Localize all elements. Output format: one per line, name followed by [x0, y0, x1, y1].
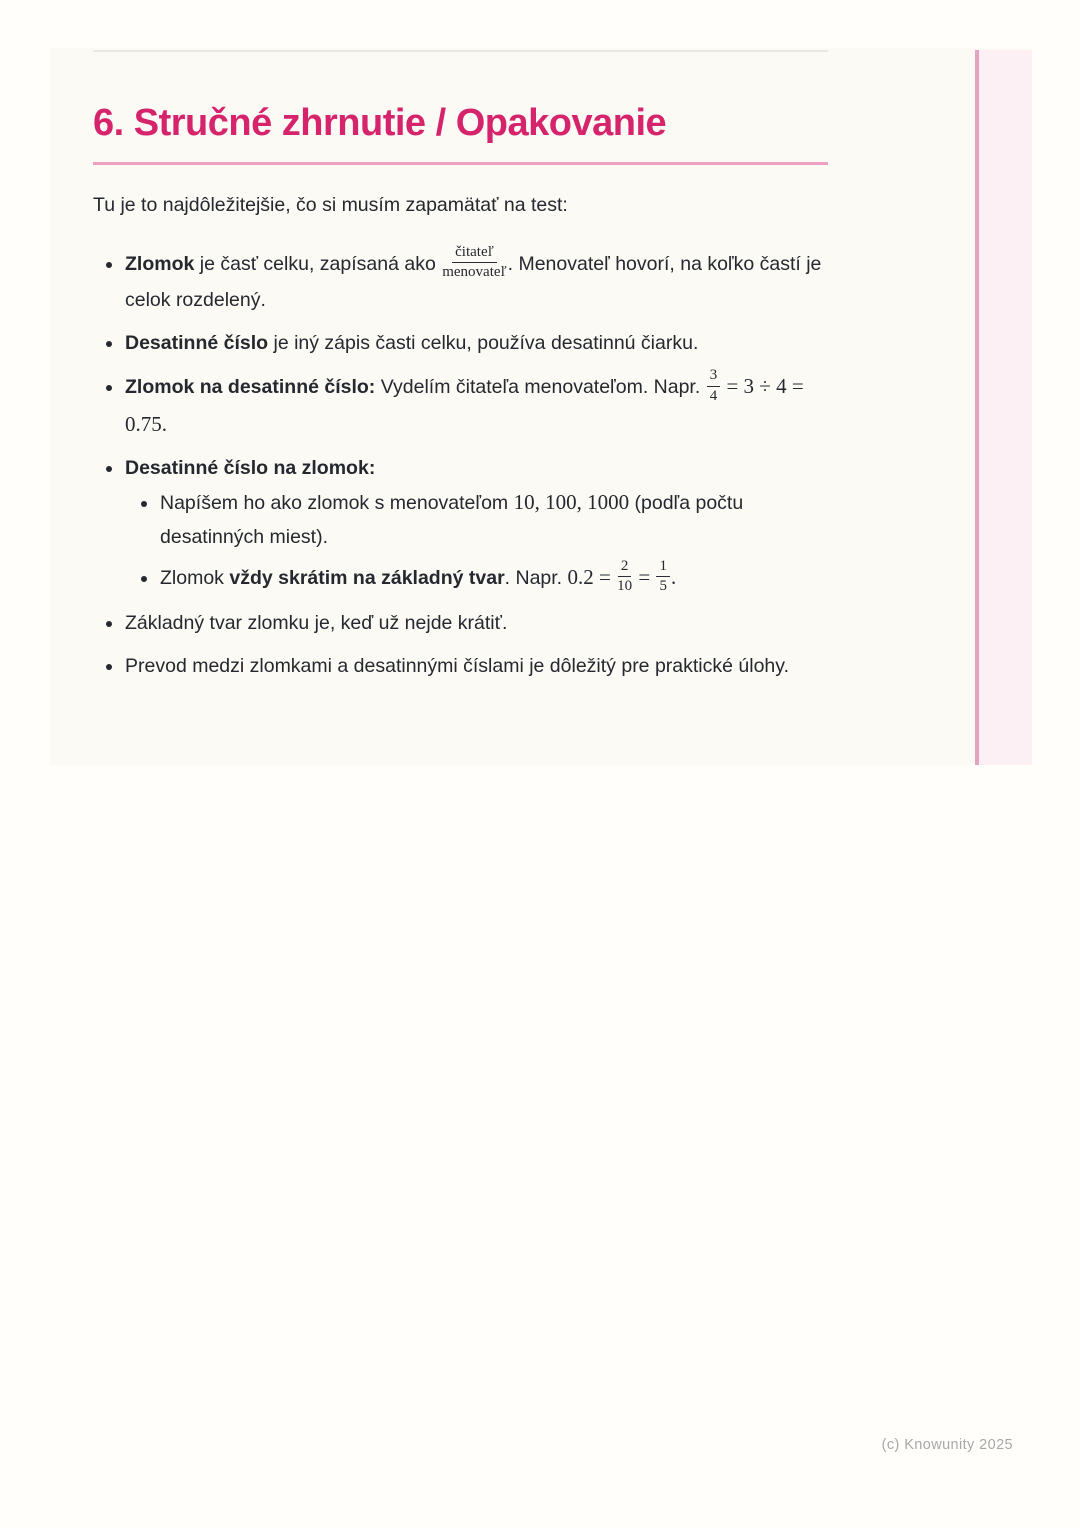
list-item: • Zlomok je časť celku, zapísaná ako $\frac{\text{čitateľ}}{\text{menovateľ}}$ . Menovateľ hovorí, na koľko častí je celok rozdelený. — [124, 246, 828, 318]
title-rule — [93, 162, 828, 165]
fraction: $\frac{3}{4}$ — [707, 367, 721, 405]
sublist-item: • Napíšem ho ako zlomok s menovateľom 10, 100, 1000 (podľa počtu desatinných miest). — [159, 485, 828, 554]
sublist-item: • Zlomok vždy skrátim na základný tvar. Napr. 0.2 = $\frac{2}{10}$ = $\frac{1}{5}$ . — [159, 560, 828, 598]
list-item: • Desatinné číslo je iný zápis časti celku, používa desatinnú čiarku. — [124, 326, 828, 360]
list-item: • Desatinné číslo na zlomok: • Napíšem ho ako zlomok s menovateľom 10, 100, 1000 (podľa počtu desatinných miest). • Zlomok vždy skrátim na základný tvar. Napr. 0.2 = $\frac{2}{10}$ = $\frac{1}{5}$ . — [124, 451, 828, 598]
summary-sublist — [125, 485, 828, 598]
intro-text: Tu je to najdôležitejšie, čo si musím zapamätať na test: — [93, 193, 568, 216]
side-stripe — [975, 50, 1032, 765]
footer-copyright: (c) Knowunity 2025 — [881, 1437, 1013, 1453]
list-item: • Základný tvar zlomku je, keď už nejde krátiť. — [124, 606, 828, 640]
summary-list — [93, 243, 828, 684]
fraction: $\frac{\text{čitateľ}}{\text{menovateľ}}$ — [442, 243, 507, 281]
page-title: 6. Stručné zhrnutie / Opakovanie — [93, 102, 667, 144]
list-item: • Zlomok na desatinné číslo: Vydelím čitateľa menovateľom. Napr. $\frac{3}{4}$ = 3 ÷ 4 = 0.75. — [124, 369, 828, 442]
fraction: $\frac{2}{10}$ — [617, 557, 633, 595]
list-item: • Prevod medzi zlomkami a desatinnými číslami je dôležitý pre praktické úlohy. — [124, 649, 828, 683]
content-column — [93, 48, 828, 692]
fraction: $\frac{1}{5}$ — [656, 558, 670, 596]
content-card — [50, 48, 1032, 765]
